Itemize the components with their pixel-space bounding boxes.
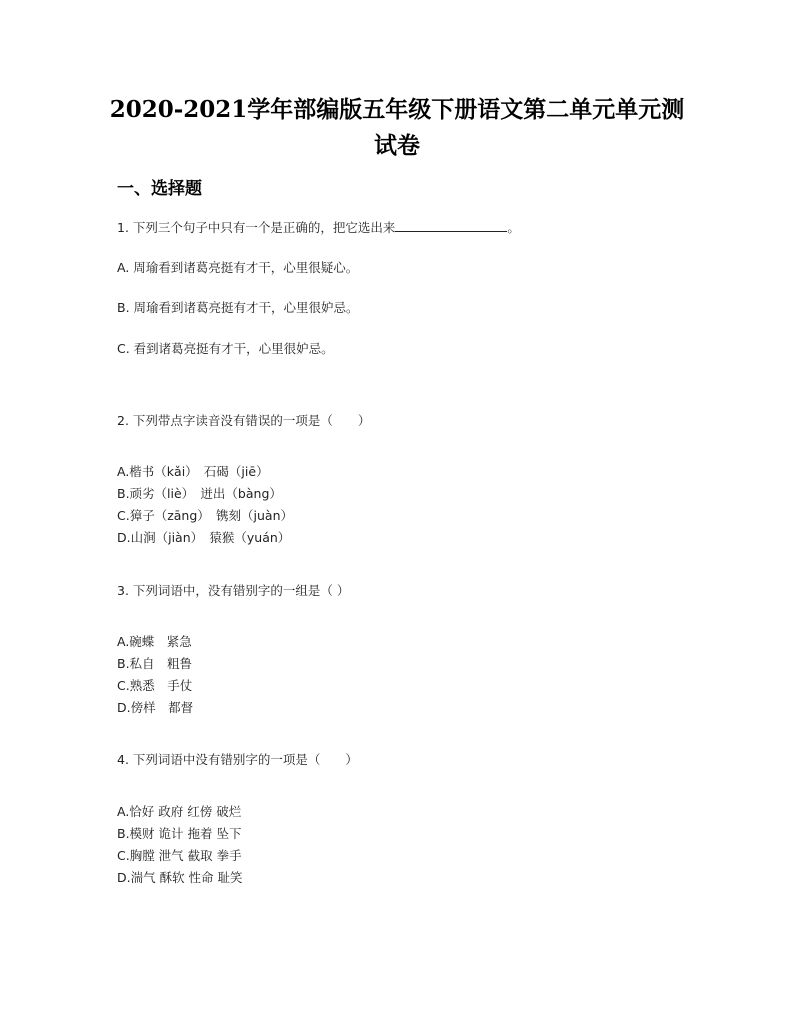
question-4-option-b: B.模财 诡计 拖着 坠下 (117, 826, 242, 841)
question-3-option-b: B.私自 粗鲁 (117, 656, 193, 671)
question-4-stem: 4. 下列词语中没有错别字的一项是（ ） (117, 752, 358, 767)
question-3-option-c: C.熟悉 手仗 (117, 678, 193, 693)
question-2-option-d: D.山涧（jiàn） 猿猴（yuán） (117, 530, 291, 545)
question-4-option-c: C.胸膛 泄气 截取 拳手 (117, 848, 242, 863)
question-3-option-a: A.碗蝶 紧急 (117, 634, 192, 649)
question-2-option-c: C.獐子（zāng） 镌刻（juàn） (117, 508, 294, 523)
question-1-stem-end: 。 (507, 220, 520, 235)
document-title-line-1: 2020-2021学年部编版五年级下册语文第二单元单元测 (109, 96, 685, 123)
question-1-stem (117, 219, 520, 237)
question-2-option-b: B.顽劣（liè） 迸出（bàng） (117, 486, 282, 501)
question-4-option-d: D.湍气 酥软 性命 耻笑 (117, 870, 243, 885)
answer-blank (395, 219, 507, 232)
document-title-line-2: 试卷 (374, 132, 420, 159)
section-heading: 一、选择题 (117, 179, 202, 199)
question-1-option-c: C. 看到诸葛亮挺有才干，心里很妒忌。 (117, 341, 334, 356)
question-3-option-d: D.傍样 都督 (117, 700, 194, 715)
question-2-stem: 2. 下列带点字读音没有错误的一项是（ ） (117, 413, 371, 428)
question-1-stem-text: 1. 下列三个句子中只有一个是正确的，把它选出来 (117, 220, 396, 235)
question-3-stem: 3. 下列词语中，没有错别字的一组是（ ） (117, 583, 350, 598)
question-4-option-a: A.恰好 政府 红傍 破烂 (117, 804, 242, 819)
question-2-option-a: A.楷书（kǎi） 石碣（jiē） (117, 464, 269, 479)
question-1-option-b: B. 周瑜看到诸葛亮挺有才干，心里很妒忌。 (117, 300, 359, 315)
question-1-option-a: A. 周瑜看到诸葛亮挺有才干，心里很疑心。 (117, 260, 359, 275)
